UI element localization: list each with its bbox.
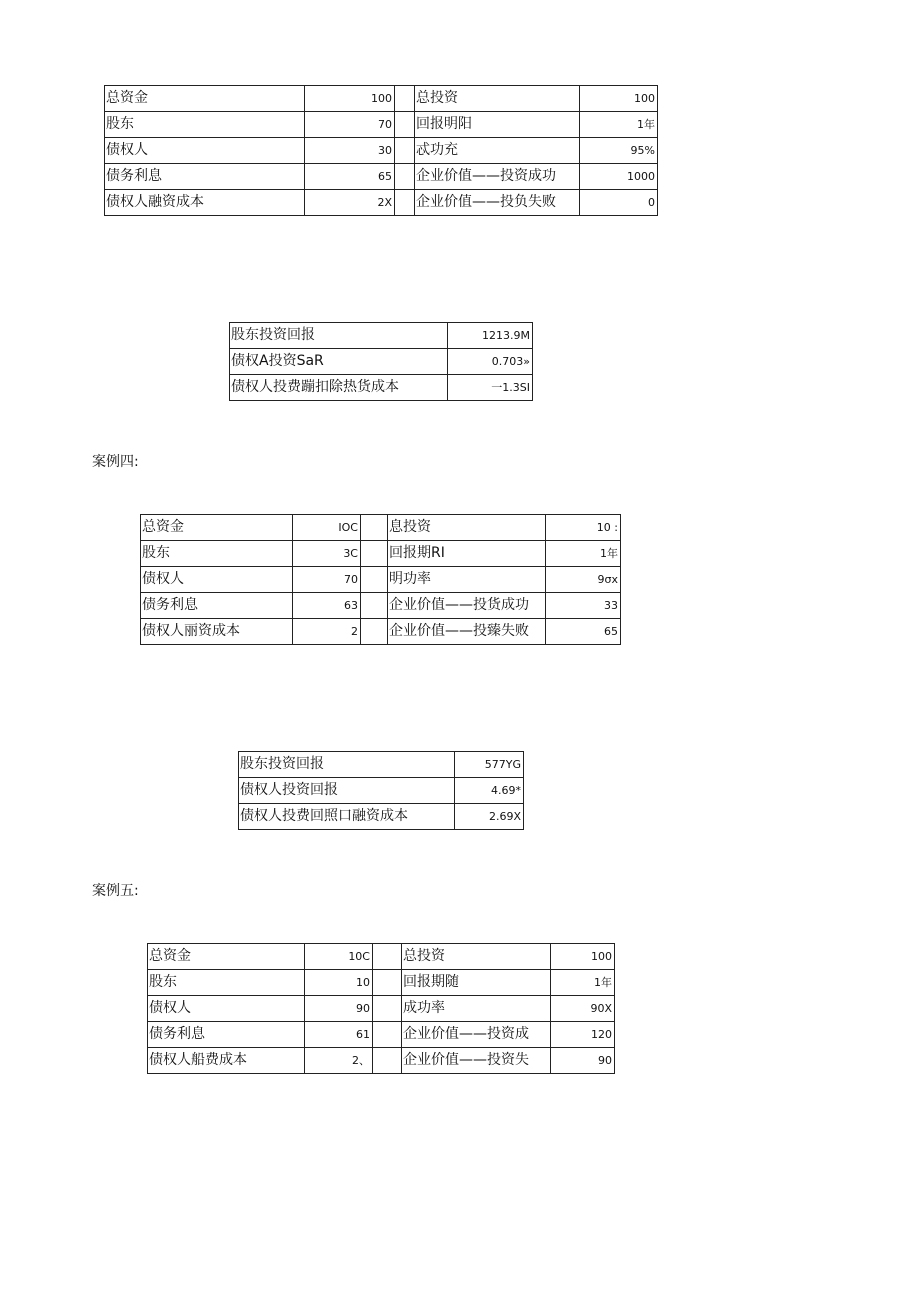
case5-heading: 案例五:	[92, 883, 139, 899]
case4-left-label: 债务利息	[141, 593, 293, 619]
table1-left-label: 债权人融资成本	[105, 190, 305, 216]
case4-right-value: 1年	[546, 541, 621, 567]
table-row	[148, 1022, 615, 1048]
case4-right-label: 息投资	[388, 515, 546, 541]
case4-left-label: 总资金	[141, 515, 293, 541]
case4-right-label: 企业价值——投货成功	[388, 593, 546, 619]
case4-right-value: 33	[546, 593, 621, 619]
case4-spacer	[361, 567, 388, 593]
table1-left-value: 2X	[305, 190, 395, 216]
table1-right-label: 企业价值——投资成功	[415, 164, 580, 190]
table-row	[230, 349, 533, 375]
table1-spacer	[395, 86, 415, 112]
table-row	[148, 970, 615, 996]
table1-left-label: 股东	[105, 112, 305, 138]
case4-left-value: IOC	[293, 515, 361, 541]
case5-left-value: 10	[305, 970, 373, 996]
case4-summary-value: 577YG	[455, 752, 524, 778]
case5-left-value: 61	[305, 1022, 373, 1048]
table-row	[239, 778, 524, 804]
case4-left-label: 债权人丽资成本	[141, 619, 293, 645]
case5-left-label: 债务利息	[148, 1022, 305, 1048]
case5-left-value: 10C	[305, 944, 373, 970]
case5-left-value: 90	[305, 996, 373, 1022]
summary1-label: 债权A投资SaR	[230, 349, 448, 375]
case5-left-value: 2、	[305, 1048, 373, 1074]
table1-spacer	[395, 190, 415, 216]
case5-left-label: 债权人船费成本	[148, 1048, 305, 1074]
case4-spacer	[361, 515, 388, 541]
case4-spacer	[361, 593, 388, 619]
case4-right-value: 9σx	[546, 567, 621, 593]
table-row	[141, 567, 621, 593]
case5-left-label: 债权人	[148, 996, 305, 1022]
case4-summary-label: 债权人投费回照口融资成本	[239, 804, 455, 830]
summary1-value: 0.703»	[448, 349, 533, 375]
case4-summary-label: 股东投资回报	[239, 752, 455, 778]
case4-spacer	[361, 619, 388, 645]
case5-right-label: 成功率	[402, 996, 551, 1022]
case4-left-value: 2	[293, 619, 361, 645]
table1-right-value: 1000	[580, 164, 658, 190]
case5-right-value: 1年	[551, 970, 615, 996]
case4-summary-label: 债权人投资回报	[239, 778, 455, 804]
case4-right-value: 65	[546, 619, 621, 645]
case5-right-label: 企业价值——投资失	[402, 1048, 551, 1074]
case5-right-value: 90	[551, 1048, 615, 1074]
case5-spacer	[373, 1048, 402, 1074]
table-1	[104, 85, 658, 216]
table-row	[230, 375, 533, 401]
case5-right-label: 总投资	[402, 944, 551, 970]
table1-right-label: 忒功充	[415, 138, 580, 164]
table1-spacer	[395, 164, 415, 190]
table1-left-value: 30	[305, 138, 395, 164]
summary1-label: 股东投资回报	[230, 323, 448, 349]
table1-right-label: 企业价值——投负失败	[415, 190, 580, 216]
table1-right-label: 回报明阳	[415, 112, 580, 138]
table-row	[239, 804, 524, 830]
case5-left-label: 股东	[148, 970, 305, 996]
table1-left-label: 债权人	[105, 138, 305, 164]
case4-left-label: 债权人	[141, 567, 293, 593]
table-row	[148, 996, 615, 1022]
case4-left-value: 70	[293, 567, 361, 593]
case5-right-label: 企业价值——投资成	[402, 1022, 551, 1048]
summary1-value: 一1.3SI	[448, 375, 533, 401]
table-row	[239, 752, 524, 778]
table-row	[105, 164, 658, 190]
case4-table	[140, 514, 621, 645]
case5-left-label: 总资金	[148, 944, 305, 970]
case4-spacer	[361, 541, 388, 567]
case4-summary-table	[238, 751, 524, 830]
table1-left-label: 债务利息	[105, 164, 305, 190]
case5-spacer	[373, 944, 402, 970]
table1-left-value: 70	[305, 112, 395, 138]
case5-spacer	[373, 996, 402, 1022]
case4-summary-value: 2.69X	[455, 804, 524, 830]
case5-right-label: 回报期随	[402, 970, 551, 996]
table1-right-value: 95%	[580, 138, 658, 164]
case4-right-value: 10 :	[546, 515, 621, 541]
table1-left-value: 100	[305, 86, 395, 112]
table1-right-label: 总投资	[415, 86, 580, 112]
table-row	[105, 112, 658, 138]
table1-left-label: 总资金	[105, 86, 305, 112]
case5-right-value: 120	[551, 1022, 615, 1048]
table-row	[148, 1048, 615, 1074]
table1-left-value: 65	[305, 164, 395, 190]
case4-right-label: 企业价值——投臻失败	[388, 619, 546, 645]
table-row	[141, 593, 621, 619]
case4-right-label: 回报期RI	[388, 541, 546, 567]
case4-summary-value: 4.69*	[455, 778, 524, 804]
table-row	[105, 138, 658, 164]
table1-right-value: 1年	[580, 112, 658, 138]
case5-table	[147, 943, 615, 1074]
table1-spacer	[395, 112, 415, 138]
case5-spacer	[373, 1022, 402, 1048]
table-row	[148, 944, 615, 970]
table-row	[141, 619, 621, 645]
table-row	[105, 86, 658, 112]
summary1-label: 债权人投费蹦扣除热货成本	[230, 375, 448, 401]
case4-left-value: 63	[293, 593, 361, 619]
case4-left-label: 股东	[141, 541, 293, 567]
case4-right-label: 明功率	[388, 567, 546, 593]
case4-heading: 案例四:	[92, 454, 139, 470]
case5-spacer	[373, 970, 402, 996]
table-row	[141, 541, 621, 567]
case5-right-value: 100	[551, 944, 615, 970]
summary1-value: 1213.9M	[448, 323, 533, 349]
case5-right-value: 90X	[551, 996, 615, 1022]
table1-right-value: 100	[580, 86, 658, 112]
summary-table-1	[229, 322, 533, 401]
table1-right-value: 0	[580, 190, 658, 216]
table-row	[141, 515, 621, 541]
case4-left-value: 3C	[293, 541, 361, 567]
table-row	[230, 323, 533, 349]
table1-spacer	[395, 138, 415, 164]
table-row	[105, 190, 658, 216]
